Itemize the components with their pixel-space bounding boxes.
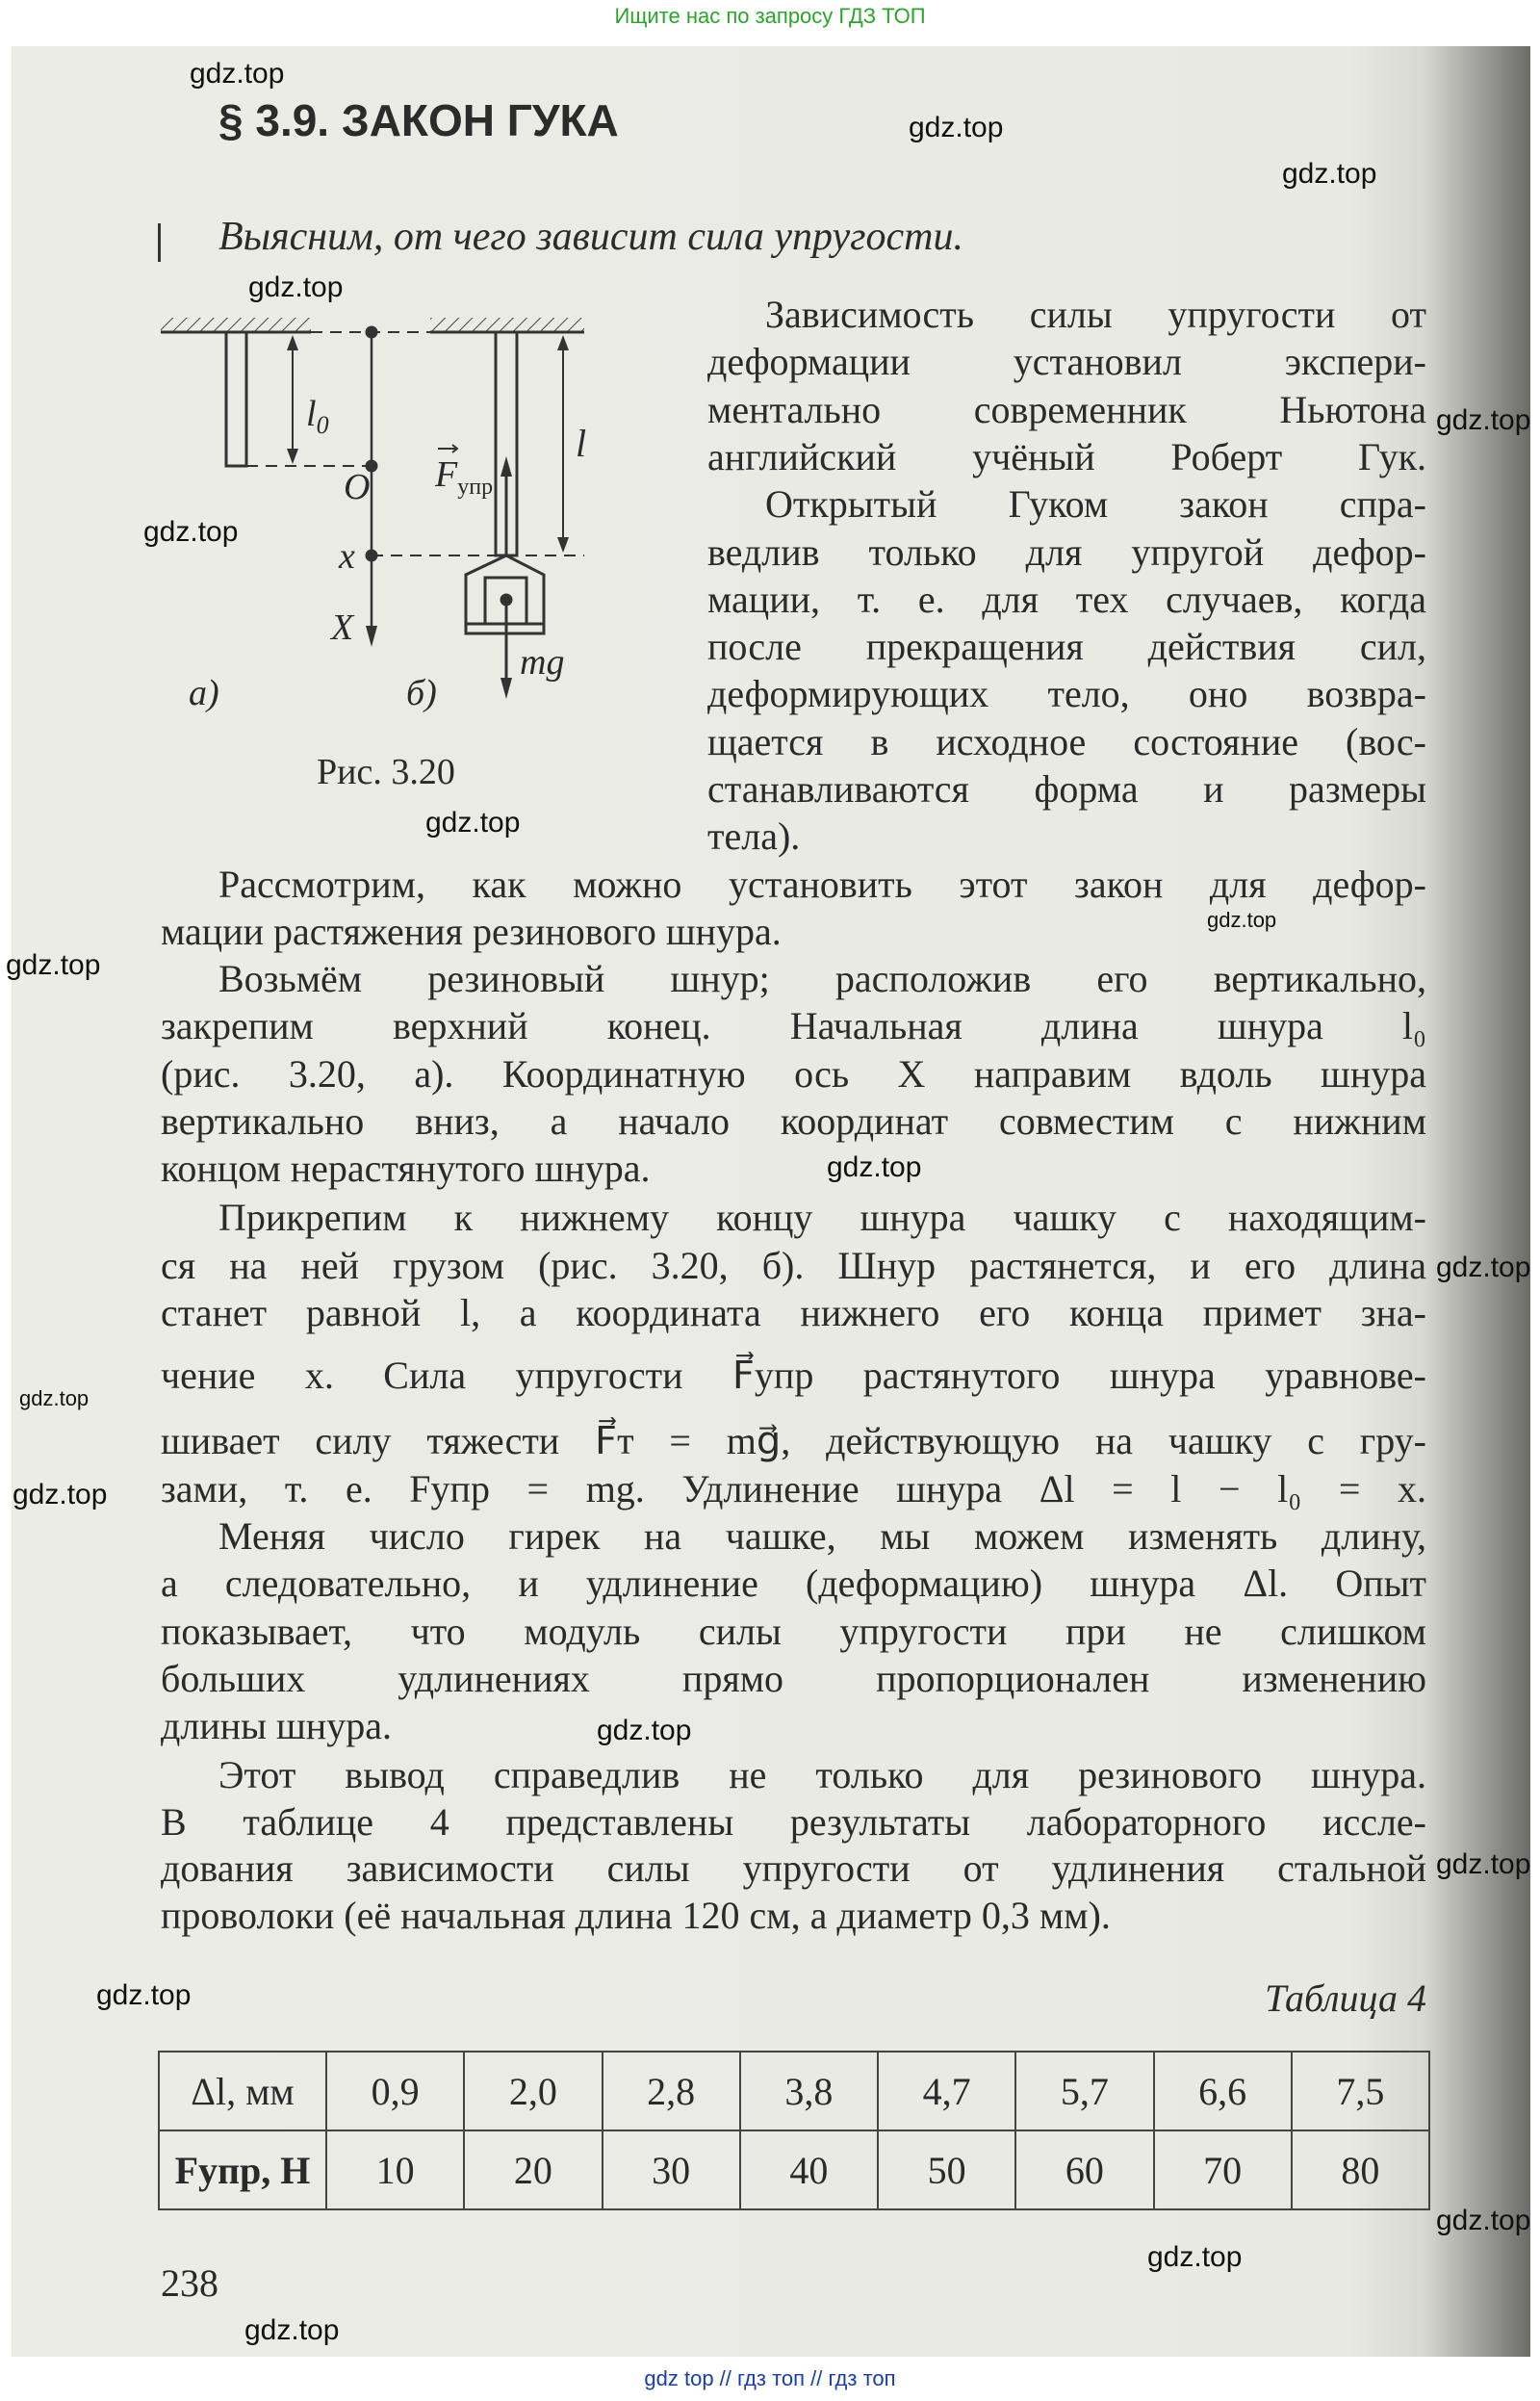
watermark: gdz.top: [13, 1479, 108, 1510]
text-line: щается в исходное состояние (вос-: [707, 720, 1426, 763]
label-mg: mg: [520, 642, 565, 683]
table-cell: 30: [603, 2130, 740, 2209]
text-line: Прикрепим к нижнему концу шнура чашку с находящим-: [218, 1196, 1426, 1239]
watermark: gdz.top: [1436, 2205, 1531, 2236]
watermark: gdz.top: [190, 58, 285, 90]
table-cell: 5,7: [1015, 2052, 1153, 2130]
table-cell: 50: [878, 2130, 1015, 2209]
watermark: gdz.top: [1282, 158, 1377, 190]
table-cell: 20: [464, 2130, 602, 2209]
watermark: gdz.top: [143, 516, 239, 548]
svg-text:Fупр: [434, 454, 493, 500]
text-line: длины шнура.: [161, 1704, 392, 1747]
text-line: дования зависимости силы упругости от удлинения стальной: [161, 1846, 1426, 1890]
data-table: [158, 2051, 1430, 2210]
elastic-force-arrow: [500, 456, 512, 477]
text-line: деформирующих тело, оно возвра-: [707, 672, 1426, 715]
bottom-banner[interactable]: gdz top // гдз топ // гдз топ: [644, 2366, 896, 2390]
vector-arrow-icon: [438, 445, 457, 452]
section-title: § 3.9. ЗАКОН ГУКА: [218, 95, 619, 145]
table-cell: 4,7: [878, 2052, 1015, 2130]
text-line: шивает силу тяжести F⃗т = mg⃗, действующую на чашку с гру-: [161, 1419, 1426, 1462]
watermark: gdz.top: [909, 112, 1004, 143]
watermark: gdz.top: [1436, 1848, 1531, 1880]
text-line: ментально современник Ньютона: [707, 388, 1426, 431]
watermark: gdz.top: [244, 2314, 340, 2346]
table-cell: 6,6: [1154, 2052, 1292, 2130]
ceiling-right: [430, 318, 584, 332]
section-subtitle: Выясним, от чего зависит сила упругости.: [218, 215, 963, 259]
text-line: Открытый Гуком закон спра-: [765, 482, 1426, 526]
label-b: б): [406, 673, 437, 713]
text-line: ся на ней грузом (рис. 3.20, б). Шнур растянется, и его длина: [161, 1244, 1426, 1287]
watermark: gdz.top: [19, 1386, 90, 1410]
text-line: проволоки (её начальная длина 120 см, а диаметр 0,3 мм).: [161, 1894, 1111, 1937]
text-line: мации, т. е. для тех случаев, когда: [707, 578, 1426, 621]
page-number: 238: [161, 2261, 218, 2305]
watermark: gdz.top: [1207, 908, 1277, 932]
text-line: Возьмём резиновый шнур; расположив его вертикально,: [218, 957, 1426, 1000]
table-cell: 10: [326, 2130, 464, 2209]
table-cell: 3,8: [740, 2052, 878, 2130]
text-line: зами, т. е. Fупр = mg. Удлинение шнура Δl = l − l₀ = x.: [161, 1467, 1426, 1510]
text-line: а следовательно, и удлинение (деформацию) шнура Δl. Опыт: [161, 1562, 1426, 1605]
table-row-elongation: [159, 2052, 1429, 2130]
svg-text:l0: [306, 394, 329, 439]
table-cell: 0,9: [326, 2052, 464, 2130]
text-line: Рассмотрим, как можно установить этот закон для дефор-: [218, 863, 1426, 906]
label-l: l: [576, 422, 587, 465]
table-cell: 2,0: [464, 2052, 602, 2130]
label-F: F: [435, 454, 458, 495]
table-cell: 7,5: [1292, 2052, 1429, 2130]
text-line: мации растяжения резинового шнура.: [161, 910, 782, 953]
row-header: Fупр, Н: [159, 2130, 326, 2209]
label-axis-X: X: [331, 607, 354, 648]
watermark: gdz.top: [1147, 2241, 1243, 2273]
table-row-force: [159, 2130, 1429, 2209]
text-line: Этот вывод справедлив не только для резинового шнура.: [218, 1753, 1426, 1796]
table-caption: Таблица 4: [1265, 1976, 1426, 2020]
label-F-subscript: упр: [457, 475, 494, 500]
text-line: станавливаются форма и размеры: [707, 767, 1426, 811]
watermark: gdz.top: [827, 1151, 922, 1183]
table-cell: 60: [1015, 2130, 1153, 2209]
top-banner[interactable]: Ищите нас по запросу ГДЗ ТОП: [614, 4, 926, 28]
table-cell: 2,8: [603, 2052, 740, 2130]
text-line: вертикально вниз, а начало координат совместим с нижним: [161, 1099, 1426, 1143]
text-line: (рис. 3.20, а). Координатную ось X направим вдоль шнура: [161, 1052, 1426, 1096]
watermark: gdz.top: [597, 1715, 692, 1746]
label-origin: O: [344, 467, 371, 507]
text-line: больших удлинениях прямо пропорционален изменению: [161, 1657, 1426, 1700]
text-line: показывает, что модуль силы упругости при не слишком: [161, 1610, 1426, 1653]
table-cell: 70: [1154, 2130, 1292, 2209]
text-line: ведлив только для упругой дефор-: [707, 530, 1426, 574]
label-x: x: [339, 536, 355, 577]
text-line: английский учёный Роберт Гук.: [707, 435, 1426, 478]
text-line: чение x. Сила упругости F⃗упр растянутого шнура уравнове-: [161, 1354, 1426, 1397]
figure-caption: Рис. 3.20: [317, 752, 455, 792]
watermark: gdz.top: [248, 271, 344, 303]
label-a: а): [189, 673, 219, 713]
figure-3-20: [0, 0, 732, 770]
text-line: после прекращения действия сил,: [707, 625, 1426, 668]
label-l0-subscript: 0: [316, 411, 329, 439]
table-cell: 40: [740, 2130, 878, 2209]
text-line: Зависимость силы упругости от: [765, 293, 1426, 336]
watermark: gdz.top: [1436, 404, 1531, 436]
ceiling-left: [161, 318, 311, 332]
text-line: деформации установил экспери-: [707, 340, 1426, 383]
watermark: gdz.top: [425, 807, 521, 839]
cord-unstretched: [226, 332, 246, 466]
text-line: В таблице 4 представлены результаты лабораторного иссле-: [161, 1800, 1426, 1844]
label-l0: l: [306, 394, 317, 434]
text-line: тела).: [707, 814, 801, 858]
watermark: gdz.top: [96, 1979, 192, 2011]
table-cell: 80: [1292, 2130, 1429, 2209]
text-line: концом нерастянутого шнура.: [161, 1147, 651, 1190]
gravity-arrow: [500, 678, 512, 699]
text-line: станет равной l, а координата нижнего его конца примет зна-: [161, 1291, 1426, 1334]
text-line: Меняя число гирек на чашке, мы можем изменять длину,: [218, 1514, 1426, 1558]
text-line: закрепим верхний конец. Начальная длина шнура l₀: [161, 1004, 1426, 1047]
watermark: gdz.top: [1436, 1252, 1531, 1283]
row-header: Δl, мм: [159, 2052, 326, 2130]
watermark: gdz.top: [6, 949, 101, 981]
